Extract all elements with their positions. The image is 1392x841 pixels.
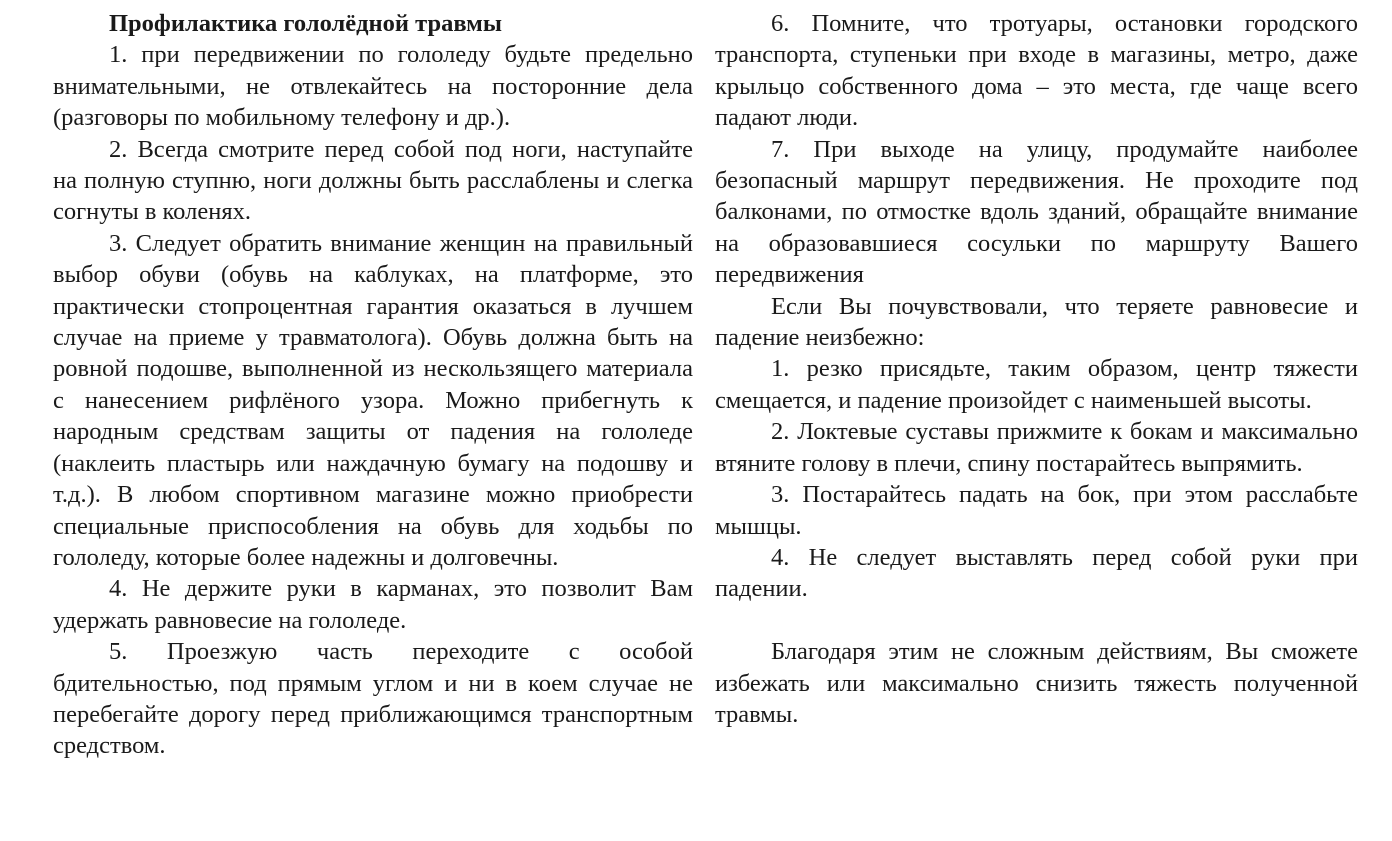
paragraph-tip-7: 7. При выходе на улицу, продумайте наиболее безопасный маршрут передвижения. Не проходите под балконами, по отмостке вдоль зданий, обращайте внимание на образовавшиеся сосульки по маршруту Вашего передвижения [715,135,1358,289]
paragraph-fall-step-3: 3. Постарайтесь падать на бок, при этом расслабьте мышцы. [715,481,1358,540]
paragraph-fall-step-1: 1. резко присядьте, таким образом, центр тяжести смещается, и падение произойдет с наименьшей высоты. [715,355,1358,414]
paragraph-tip-1: 1. при передвижении по гололеду будьте предельно внимательными, не отвлекайтесь на посторонние дела (разговоры по мобильному телефону и др.). [53,41,693,132]
paragraph-tip-3: 3. Следует обратить внимание женщин на правильный выбор обуви (обувь на каблуках, на платформе, это практически стопроцентная гарантия оказаться в лучшем случае на приеме у травматолога). Обувь должна быть на ровной подошве, выполненной из нескользящего материала с нанесением рифлёного узора. Можно прибегнуть к народным средствам защиты от падения на гололеде (наклеить пластырь или наждачную бумагу на подошву и т.д.). В любом спортивном магазине можно приобрести специальные приспособления на обувь для ходьбы по гололеду, которые более надежны и долговечны. [53,229,693,571]
paragraph-tip-6: 6. Помните, что тротуары, остановки городского транспорта, ступеньки при входе в магазины, метро, даже крыльцо собственного дома – это места, где чаще всего падают люди. [715,10,1358,132]
left-column [53,8,693,762]
paragraph-fall-step-4: 4. Не следует выставлять перед собой руки при падении. [715,543,1358,603]
paragraph-closing: Благодаря этим не сложным действиям, Вы сможете избежать или максимально снизить тяжесть полученной травмы. [715,638,1358,728]
paragraph-balance-intro: Если Вы почувствовали, что теряете равновесие и падение неизбежно: [715,292,1358,352]
right-column [715,8,1358,730]
paragraph-tip-4: 4. Не держите руки в карманах, это позволит Вам удержать равновесие на гололеде. [53,575,693,634]
paragraph-fall-step-2: 2. Локтевые суставы прижмите к бокам и максимально втяните голову в плечи, спину постарайтесь выпрямить. [715,418,1358,477]
paragraph-spacer [715,605,1358,636]
paragraph-tip-2: 2. Всегда смотрите перед собой под ноги, наступайте на полную ступню, ноги должны быть расслаблены и слегка согнуты в коленях. [53,135,693,226]
document-title: Профилактика гололёдной травмы [109,10,502,37]
paragraph-tip-5: 5. Проезжую часть переходите с особой бдительностью, под прямым углом и ни в коем случае не перебегайте дорогу перед приближающимся транспортным средством. [53,638,693,760]
